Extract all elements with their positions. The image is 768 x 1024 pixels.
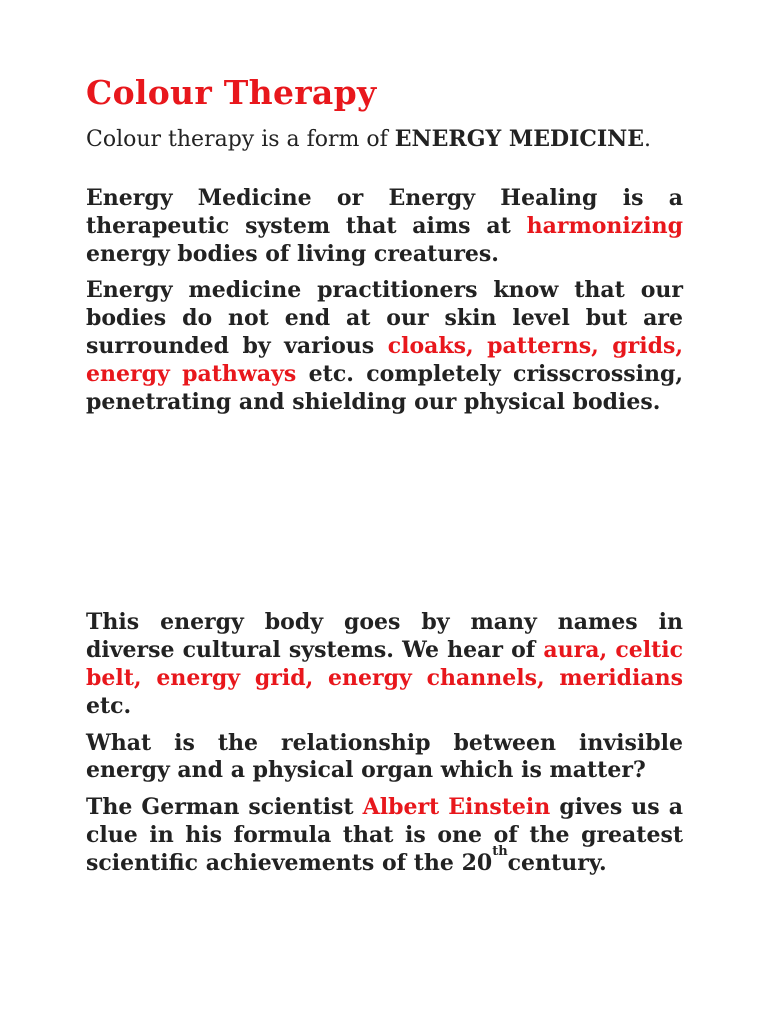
p3-text-b: etc.: [86, 692, 132, 719]
p4-text: What is the relationship between invisible energy and a physical organ which is matter?: [86, 729, 683, 784]
p1-text-a: Energy Medicine or Energy Healing is a therapeutic system that aims at: [86, 185, 683, 239]
paragraph-einstein: [86, 794, 683, 877]
p2-highlight: cloaks, patterns, grids, energy pathways: [86, 332, 683, 387]
p5-text-b: gives us a clue in his formula that is one of the greatest scientific achievements of the 20: [86, 794, 683, 876]
paragraph-energy-healing: [86, 185, 683, 268]
paragraph-practitioners: [86, 277, 683, 416]
p5-superscript: th: [492, 843, 508, 859]
page-title: Colour Therapy: [86, 73, 377, 112]
p1-text-b: energy bodies of living creatures.: [86, 240, 499, 267]
p1-highlight: harmonizing: [526, 212, 683, 239]
p5-highlight: Albert Einstein: [362, 794, 551, 821]
intro-end: .: [644, 127, 652, 152]
p2-text-a: Energy medicine practitioners know that our bodies do not end at our skin level but are surrounded by various: [86, 277, 683, 359]
p5-text-a: The German scientist: [86, 794, 363, 821]
intro-paragraph: [86, 124, 683, 155]
paragraph-energy-body-names: [86, 609, 683, 720]
intro-text: Colour therapy is a form of: [86, 127, 395, 152]
p3-highlight: aura, celtic belt, energy grid, energy channels, meridians: [86, 637, 683, 691]
p5-text-c: century.: [507, 849, 607, 876]
paragraph-question: [86, 730, 683, 786]
p2-text-b: etc. completely crisscrossing, penetrating and shielding our physical bodies.: [86, 360, 683, 415]
p3-text-a: This energy body goes by many names in diverse cultural systems. We hear of: [86, 609, 683, 664]
intro-emphasis: ENERGY MEDICINE: [394, 126, 645, 152]
document-page: [86, 70, 683, 878]
